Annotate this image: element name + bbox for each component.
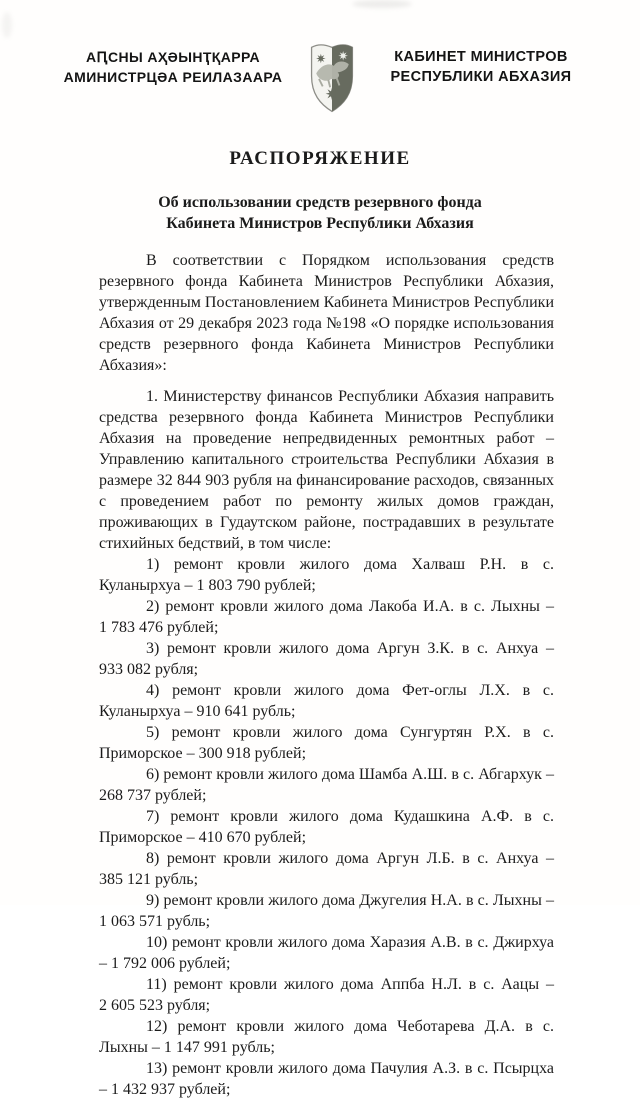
decree-item-11: 11) ремонт кровли жилого дома Аппба Н.Л. в с. Аацы – 2 605 523 рубля; [99, 976, 554, 1014]
scan-artifact [352, 0, 412, 8]
decree-item-9: 9) ремонт кровли жилого дома Джугелия Н.А. в с. Лыхны – 1 063 571 рубль; [99, 892, 554, 930]
letterhead-russian-line2: РЕСПУБЛИКИ АБХАЗИЯ [390, 69, 572, 85]
decree-item-13: 13) ремонт кровли жилого дома Пачулия А.З. в с. Псырцха – 1 432 937 рублей; [99, 1060, 554, 1098]
intro-paragraph: В соответствии с Порядком использования средств резервного фонда Кабинета Министров Республики Абхазия, утвержденным Постановлением Кабинета Министров Республики Абхазия от 29 декабря 2023 года №198 «О порядке использования средств резервного фонда Кабинета Министров Республики Абхазия»: [99, 252, 554, 374]
scan-artifact [2, 12, 12, 38]
document-title: РАСПОРЯЖЕНИЕ [229, 148, 411, 169]
letterhead-abkhaz-title [52, 40, 294, 87]
letterhead-abkhaz-line1: АԤСНЫ АҲӘЫНҬҚАРРА [85, 49, 261, 65]
decree-item-6: 6) ремонт кровли жилого дома Шамба А.Ш. в с. Абгархук – 268 737 рублей; [99, 766, 554, 804]
decree-item-7: 7) ремонт кровли жилого дома Кудашкина А.Ф. в с. Приморское – 410 670 рублей; [99, 808, 554, 846]
decree-item-12: 12) ремонт кровли жилого дома Чеботарева Д.А. в с. Лыхны – 1 147 991 рубль; [99, 1018, 554, 1056]
letterhead-russian-line1: КАБИНЕТ МИНИСТРОВ [394, 49, 568, 65]
decree-item-1: 1) ремонт кровли жилого дома Халваш Р.Н. в с. Куланырхуа – 1 803 790 рублей; [99, 556, 554, 594]
decree-item-2: 2) ремонт кровли жилого дома Лакоба И.А. в с. Лыхны – 1 783 476 рублей; [99, 598, 554, 636]
letterhead [0, 0, 640, 121]
decree-item-4: 4) ремонт кровли жилого дома Фет-оглы Л.Х. в с. Куланырхуа – 910 641 рубль; [99, 682, 554, 720]
decree-item-3: 3) ремонт кровли жилого дома Аргун З.К. в с. Анхуа – 933 082 рубля; [99, 640, 554, 678]
letterhead-russian-title [370, 40, 592, 87]
coat-of-arms-abkhazia-icon [306, 40, 358, 121]
document-subtitle [0, 192, 640, 234]
point-1-paragraph: 1. Министерству финансов Республики Абхазия направить средства резервного фонда Кабинета Министров Республики Абхазия на проведение непредвиденных ремонтных работ – Управлению капитального строительства Республики Абхазия в размере 32 844 903 рубля на финансирование расходов, связанных с проведением работ по ремонту жилых домов граждан, проживающих в Гудаутском районе, пострадавших в результате стихийных бедствий, в том числе: [99, 388, 554, 552]
document-subtitle-line1: Об использовании средств резервного фонда [158, 194, 482, 211]
decree-item-8: 8) ремонт кровли жилого дома Аргун Л.Б. в с. Анхуа – 385 121 рубль; [99, 850, 554, 888]
decree-item-5: 5) ремонт кровли жилого дома Сунгуртян Р.Х. в с. Приморское – 300 918 рублей; [99, 724, 554, 762]
decree-item-10: 10) ремонт кровли жилого дома Харазия А.В. в с. Джирхуа – 1 792 006 рублей; [99, 934, 554, 972]
document-subtitle-line2: Кабинета Министров Республики Абхазия [166, 215, 474, 232]
letterhead-abkhaz-line2: АМИНИСТРЦӘА РЕИЛАЗААРА [63, 69, 283, 85]
document-body [99, 250, 554, 1100]
